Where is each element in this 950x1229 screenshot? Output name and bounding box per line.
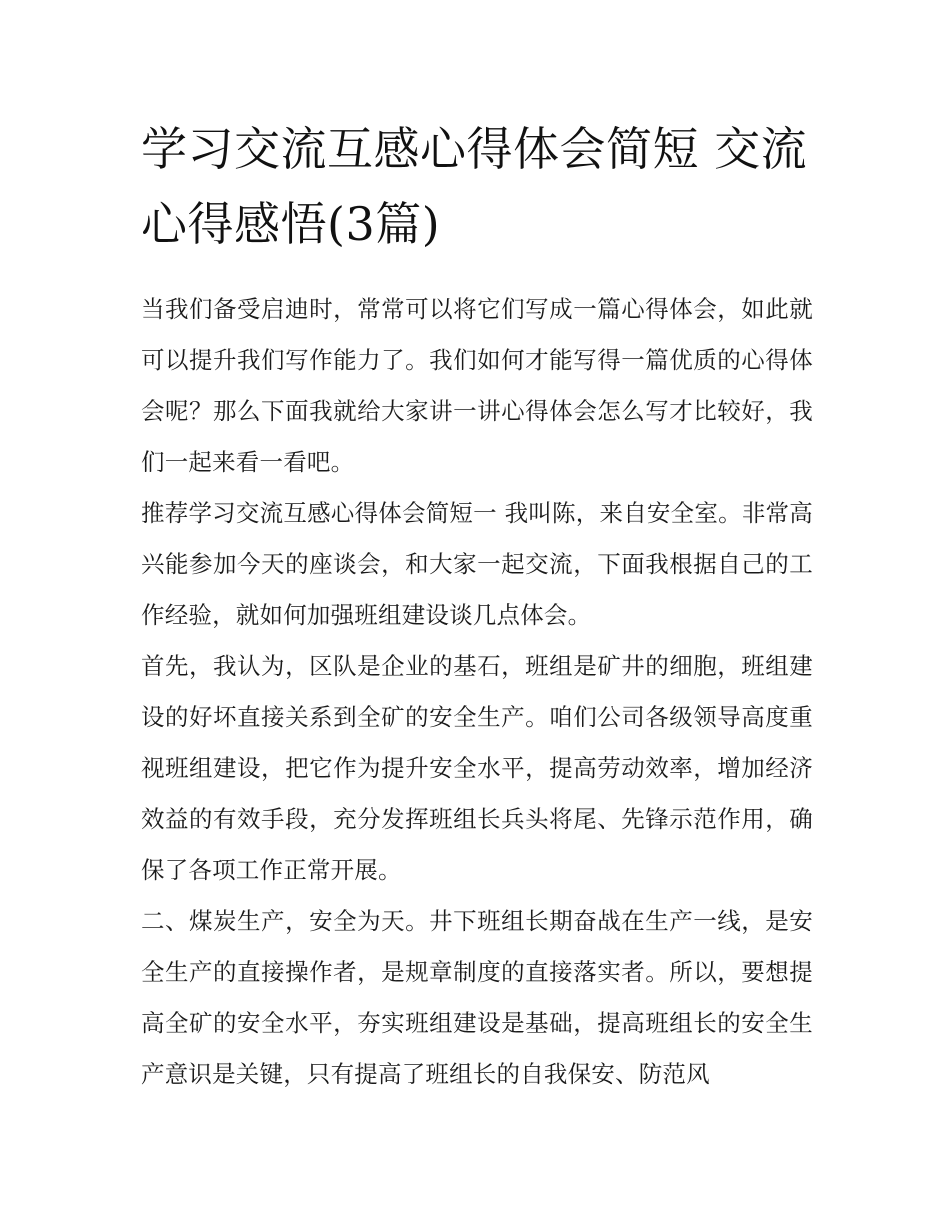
document-page bbox=[141, 112, 813, 1100]
document-body bbox=[141, 284, 813, 1100]
paragraph-recommendation: 推荐学习交流互感心得体会简短一 我叫陈，来自安全室。非常高兴能参加今天的座谈会，和大家一起交流，下面我根据自己的工作经验，就如何加强班组建设谈几点体会。 bbox=[141, 499, 813, 629]
paragraph-first-point: 首先，我认为，区队是企业的基石，班组是矿井的细胞，班组建设的好坏直接关系到全矿的安全生产。咱们公司各级领导高度重视班组建设，把它作为提升安全水平，提高劳动效率，增加经济效益的有效手段，充分发挥班组长兵头将尾、先锋示范作用，确保了各项工作正常开展。 bbox=[141, 652, 813, 884]
paragraph-second-point: 二、煤炭生产，安全为天。井下班组长期奋战在生产一线，是安全生产的直接操作者，是规章制度的直接落实者。所以，要想提高全矿的安全水平，夯实班组建设是基础，提高班组长的安全生产意识是关键，只有提高了班组长的自我保安、防范风 bbox=[141, 907, 813, 1088]
paragraph-intro: 当我们备受启迪时，常常可以将它们写成一篇心得体会，如此就可以提升我们写作能力了。我们如何才能写得一篇优质的心得体会呢？那么下面我就给大家讲一讲心得体会怎么写才比较好，我们一起来看一看吧。 bbox=[141, 295, 813, 476]
document-title: 学习交流互感心得体会简短 交流心得感悟(3篇) bbox=[141, 122, 808, 251]
